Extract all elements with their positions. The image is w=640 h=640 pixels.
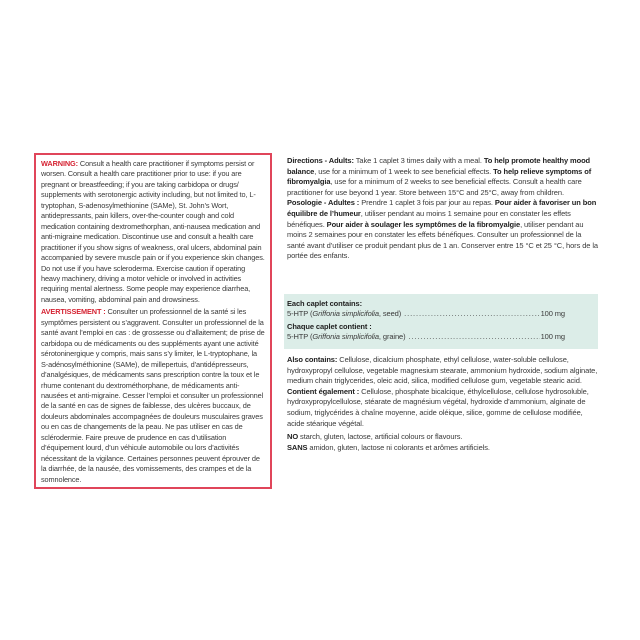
ingredients-heading-en: Each caplet contains: — [287, 299, 363, 308]
ingredient-latin: Griffonia simplicifolia — [312, 332, 379, 342]
also-contains-en — [287, 355, 599, 387]
ingredient-part: , seed) — [378, 309, 402, 319]
warning-en — [41, 159, 265, 305]
no-label: NO — [287, 432, 299, 442]
also-contains-section — [287, 355, 599, 453]
avertissement-text: Consulter un professionnel de la santé si les symptômes persistent ou s’aggravent. Consulter un professionnel de la santé avant l’emploi en cas : de grossesse ou d’allaitement; de prise de carbidopa ou de médicaments ou des suppléments ayant une activité sérotoninergique y compris, mais sans s’y limiter, le L-tryptophane, la S-adénosylméthionine (SAMe), de millepertuis, d’antidépresseurs, d’analgésiques, de médicaments sans prescription contre la toux et le rhume contenant du dextrométhorphane, de médicaments anti-nausées et anti-migraine. Cesser l’emploi et consulter un professionnel de la santé en cas de signes de faiblesse, des ulcères buccaux, de douleurs abdominales accompagnées de douleurs musculaires graves ou en cas de changements de la peau. Ne pas utiliser en cas de sclérodermie. Faire preuve de prudence en cas d’utilisation d’équipement lourd, d’un véhicule automobile ou lors d’activités nécessitant de la vigilance. Certaines personnes peuvent éprouver de la diarrhée, de la nausée, des vomissements, des crampes et de la somnolence. — [41, 307, 265, 484]
directions-text-3: , use for a minimum of 2 weeks to see beneficial effects. Consult a health care practitioner for use beyond 1 year. Store between 15°C and 25°C, away from children. — [287, 177, 582, 197]
directions-label: Directions - Adults: — [287, 156, 354, 165]
ingredients-heading-fr: Chaque caplet contient : — [287, 321, 372, 331]
directions-text-2: , use for a minimum of 1 week to see beneficial effects. — [314, 166, 494, 176]
ingredient-prefix: 5-HTP ( — [287, 332, 313, 342]
sans-text: amidon, gluten, lactose ni colorants et arômes artificiels. — [307, 442, 490, 452]
leader-dots — [404, 309, 539, 319]
ingredient-part: , graine) — [378, 332, 406, 342]
directions-bold-1: To help promote healthy mood balance — [287, 156, 591, 176]
sans-label: SANS — [287, 442, 308, 452]
ingredients-box — [284, 294, 598, 349]
ingredient-row-fr — [287, 332, 565, 342]
directions-section — [287, 156, 599, 262]
ingredient-latin: Griffonia simplicifolia — [312, 309, 379, 319]
also-contains-text: Cellulose, dicalcium phosphate, ethyl cellulose, water-soluble cellulose, hydroxypropyl cellulose, vegetable magnesium stearate, ammonium hydroxide, sodium alginate, medium chain triglycerides, oleic acid, silica, modified cellulose gum, vegetable stearic acid. — [287, 355, 598, 386]
warning-label: WARNING: — [41, 159, 78, 168]
no-text: starch, gluten, lactose, artificial colours or flavours. — [298, 432, 463, 442]
posologie-text-2: , utiliser pendant au moins 1 semaine pour en constater les effets bénéfiques. — [287, 208, 571, 229]
directions-en — [287, 156, 599, 198]
posologie-bold-2: Pour aider à soulager les symptômes de la fibromyalgie — [326, 219, 521, 229]
contient-label: Contient également : — [287, 386, 360, 396]
posologie-label: Posologie - Adultes : — [287, 198, 360, 208]
warning-text: Consult a health care practitioner if symptoms persist or worsen. Consult a health care practitioner prior to use: if you are pregnant or breastfeeding; if you are taking carbidopa or drugs/ supplements with serotonergic activity including, but not limited to, L-tryptophan, S-adenosylmethionine (SAMe), St. John’s Wort, antidepressants, pain killers, over-the-counter cough and cold medication containing dextromethorphan, anti-nausea medication and anti-migraine medication. Discontinue use and consult a health care practitioner if you show signs of weakness, oral ulcers, abdominal pain accompanied by severe muscle pain or if you experience skin changes. Do not use if you have scleroderma. Exercise caution if operating heavy machinery, driving a motor vehicle or involved in activities requiring mental alertness. Some people may experience diarrhea, nausea, vomiting, abdominal pain and drowsiness. — [41, 159, 265, 304]
posologie-bold-1: Pour aider à favoriser un bon équilibre de l’humeur — [287, 198, 597, 218]
avertissement-label: AVERTISSEMENT : — [41, 307, 106, 317]
no-statement — [287, 432, 599, 443]
ingredient-name-fr — [287, 332, 406, 342]
warning-box — [34, 153, 272, 489]
posologie-text-3: , utiliser pendant au moins 2 semaines pour en constater les effets bénéfiques. Consulter un professionnel de la santé avant d’utiliser ce produit pendant plus de 1 an. Conserver entre 15 °C et 25 °C, hors de la portée des enfants. — [287, 219, 598, 261]
posologie-text-1: Prendre 1 caplet 3 fois par jour au repas. — [359, 198, 495, 208]
ingredient-amount-fr: 100 mg — [540, 332, 565, 342]
warning-fr — [41, 307, 265, 485]
contient-text: Cellulose, phosphate bicalcique, éthylcellulose, cellulose hydrosoluble, hydroxypropylcellulose, stéarate de magnésium végétal, hydroxide d’ammonium, alginate de sodium, triglycérides à chaîne moyenne, acide oléique, silice, gomme de cellulose modifiée, acide stéarique végétal. — [287, 386, 589, 428]
directions-text-1: Take 1 caplet 3 times daily with a meal. — [353, 156, 484, 165]
posologie-fr — [287, 198, 599, 262]
ingredient-row-en — [287, 309, 565, 319]
directions-bold-2: To help relieve symptoms of fibromyalgia — [287, 166, 592, 187]
sans-statement — [287, 443, 599, 454]
contient-fr — [287, 387, 599, 429]
ingredient-prefix: 5-HTP ( — [287, 309, 313, 319]
ingredient-name-en — [287, 309, 401, 319]
ingredient-amount-en: 100 mg — [540, 309, 565, 319]
leader-dots — [409, 332, 540, 342]
also-contains-label: Also contains: — [287, 355, 338, 364]
